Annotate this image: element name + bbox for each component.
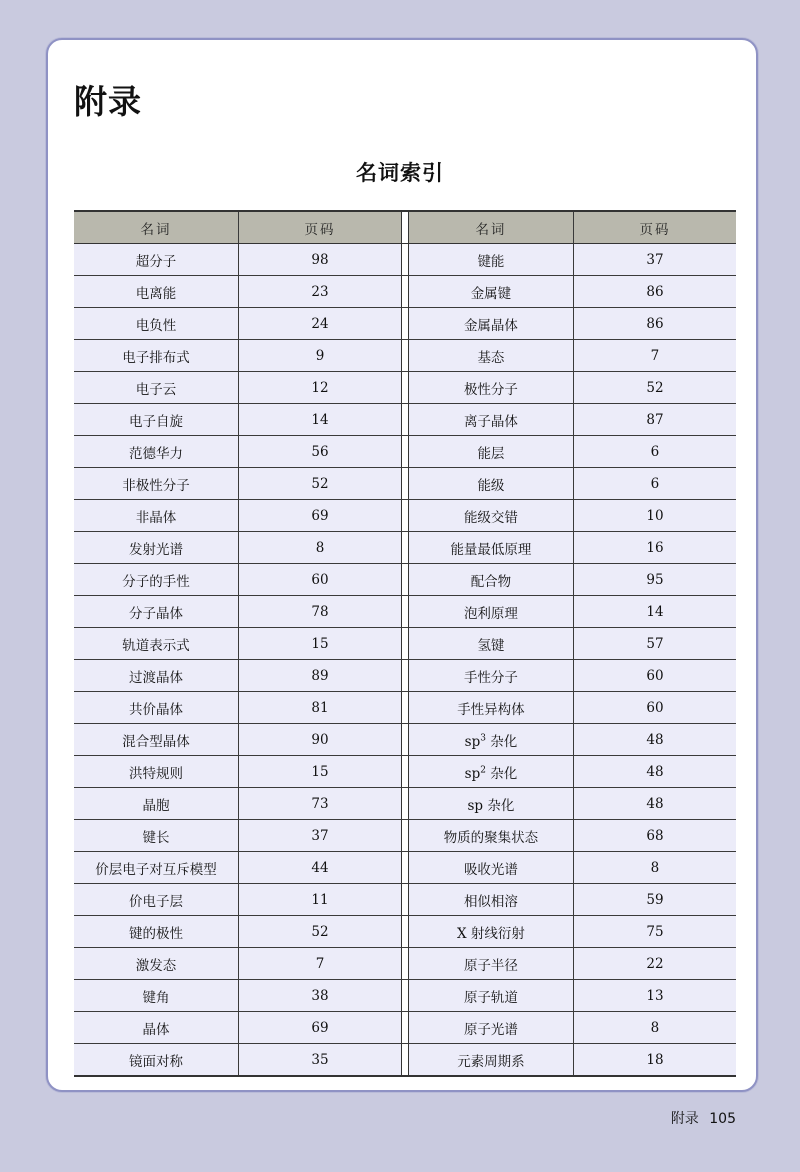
index-term: 能级 (408, 468, 573, 500)
column-divider (401, 756, 408, 788)
table-row (74, 628, 736, 660)
index-term: 晶体 (74, 1012, 238, 1044)
index-page-number: 90 (238, 724, 401, 756)
index-page-number: 52 (238, 468, 401, 500)
table-row (74, 372, 736, 404)
table-row (74, 884, 736, 916)
index-term: 金属键 (408, 276, 573, 308)
column-divider (401, 948, 408, 980)
index-page-number: 87 (573, 404, 736, 436)
table-row (74, 724, 736, 756)
index-page-number: 15 (238, 628, 401, 660)
index-term: 氢键 (408, 628, 573, 660)
column-divider (401, 724, 408, 756)
index-page-number: 9 (238, 340, 401, 372)
table-row (74, 852, 736, 884)
index-term: 键的极性 (74, 916, 238, 948)
table-row (74, 916, 736, 948)
index-page-number: 59 (573, 884, 736, 916)
index-title: 名词索引 (356, 160, 444, 185)
index-term: 共价晶体 (74, 692, 238, 724)
column-divider (401, 660, 408, 692)
index-term: 手性异构体 (408, 692, 573, 724)
index-page-number: 52 (238, 916, 401, 948)
table-row (74, 948, 736, 980)
column-divider (401, 820, 408, 852)
index-term: 吸收光谱 (408, 852, 573, 884)
index-term: 极性分子 (408, 372, 573, 404)
index-term: 键长 (74, 820, 238, 852)
table-row (74, 468, 736, 500)
index-page-number: 68 (573, 820, 736, 852)
column-divider (401, 916, 408, 948)
index-term: 轨道表示式 (74, 628, 238, 660)
index-page-number: 60 (573, 660, 736, 692)
table-row (74, 500, 736, 532)
header-term-left: 名词 (74, 211, 238, 244)
table-row (74, 596, 736, 628)
index-term: 能级交错 (408, 500, 573, 532)
index-page-number: 52 (573, 372, 736, 404)
column-divider (401, 596, 408, 628)
table-row (74, 820, 736, 852)
header-page-right: 页码 (573, 211, 736, 244)
column-divider (401, 244, 408, 276)
table-row (74, 340, 736, 372)
index-term: 泡利原理 (408, 596, 573, 628)
index-term: 激发态 (74, 948, 238, 980)
index-page-number: 81 (238, 692, 401, 724)
table-row (74, 436, 736, 468)
index-term: 电子自旋 (74, 404, 238, 436)
table-row (74, 276, 736, 308)
index-term: 镜面对称 (74, 1044, 238, 1077)
index-page-number: 16 (573, 532, 736, 564)
index-page-number: 60 (573, 692, 736, 724)
index-term: $sp^2$ 杂化 (408, 756, 573, 788)
index-term: 非晶体 (74, 500, 238, 532)
index-term: 原子半径 (408, 948, 573, 980)
column-divider (401, 211, 408, 244)
index-term: 金属晶体 (408, 308, 573, 340)
table-header-row (74, 211, 736, 244)
index-page-number: 7 (238, 948, 401, 980)
page-number: 105 (709, 1111, 736, 1127)
index-page-number: 44 (238, 852, 401, 884)
index-term: $sp^3$ 杂化 (408, 724, 573, 756)
header-term-right: 名词 (408, 211, 573, 244)
index-page-number: 38 (238, 980, 401, 1012)
index-term: 范德华力 (74, 436, 238, 468)
column-divider (401, 692, 408, 724)
index-page-number: 48 (573, 788, 736, 820)
column-divider (401, 788, 408, 820)
index-term: 过渡晶体 (74, 660, 238, 692)
table-row (74, 1044, 736, 1077)
table-row (74, 692, 736, 724)
table-row (74, 532, 736, 564)
index-page-number: 37 (573, 244, 736, 276)
column-divider (401, 340, 408, 372)
index-term: 电离能 (74, 276, 238, 308)
index-term: sp 杂化 (408, 788, 573, 820)
index-term: 配合物 (408, 564, 573, 596)
index-term: 能量最低原理 (408, 532, 573, 564)
table-row (74, 404, 736, 436)
index-page-number: 12 (238, 372, 401, 404)
index-page-number: 57 (573, 628, 736, 660)
index-page-number: 13 (573, 980, 736, 1012)
table-row (74, 980, 736, 1012)
index-term: 能层 (408, 436, 573, 468)
index-page-number: 98 (238, 244, 401, 276)
table-row (74, 660, 736, 692)
index-page-number: 7 (573, 340, 736, 372)
index-page-number: 18 (573, 1044, 736, 1077)
column-divider (401, 468, 408, 500)
index-page-number: 6 (573, 436, 736, 468)
column-divider (401, 372, 408, 404)
index-page-number: 35 (238, 1044, 401, 1077)
index-table-body (74, 244, 736, 1077)
column-divider (401, 884, 408, 916)
index-page-number: 86 (573, 276, 736, 308)
index-term: 物质的聚集状态 (408, 820, 573, 852)
index-page-number: 14 (238, 404, 401, 436)
column-divider (401, 500, 408, 532)
index-page-number: 86 (573, 308, 736, 340)
column-divider (401, 1044, 408, 1077)
column-divider (401, 628, 408, 660)
index-term: 电负性 (74, 308, 238, 340)
index-page-number: 48 (573, 756, 736, 788)
table-row (74, 564, 736, 596)
index-term: 价层电子对互斥模型 (74, 852, 238, 884)
column-divider (401, 852, 408, 884)
index-term: 分子的手性 (74, 564, 238, 596)
index-page-number: 56 (238, 436, 401, 468)
column-divider (401, 1012, 408, 1044)
table-row (74, 1012, 736, 1044)
glossary-index-table (74, 210, 736, 1077)
index-term: 发射光谱 (74, 532, 238, 564)
table-row (74, 788, 736, 820)
index-term: 混合型晶体 (74, 724, 238, 756)
table-row (74, 308, 736, 340)
index-term: 价电子层 (74, 884, 238, 916)
index-term: 键能 (408, 244, 573, 276)
page-footer (671, 1108, 736, 1128)
index-page-number: 14 (573, 596, 736, 628)
index-page-number: 60 (238, 564, 401, 596)
index-term: 手性分子 (408, 660, 573, 692)
index-page-number: 37 (238, 820, 401, 852)
index-page-number: 78 (238, 596, 401, 628)
index-term: 相似相溶 (408, 884, 573, 916)
index-term: 电子云 (74, 372, 238, 404)
index-page-number: 73 (238, 788, 401, 820)
column-divider (401, 564, 408, 596)
index-page-number: 69 (238, 1012, 401, 1044)
column-divider (401, 276, 408, 308)
appendix-title: 附录 (74, 82, 142, 121)
index-term: 非极性分子 (74, 468, 238, 500)
footer-section: 附录 (670, 1111, 699, 1127)
index-term: 键角 (74, 980, 238, 1012)
index-page-number: 10 (573, 500, 736, 532)
index-term: 原子光谱 (408, 1012, 573, 1044)
index-term: 原子轨道 (408, 980, 573, 1012)
index-page-number: 15 (238, 756, 401, 788)
column-divider (401, 404, 408, 436)
index-page-number: 23 (238, 276, 401, 308)
index-page-number: 95 (573, 564, 736, 596)
table-row (74, 756, 736, 788)
index-page-number: 69 (238, 500, 401, 532)
index-page-number: 6 (573, 468, 736, 500)
column-divider (401, 532, 408, 564)
index-term: 电子排布式 (74, 340, 238, 372)
index-page-number: 8 (573, 852, 736, 884)
index-term: 元素周期系 (408, 1044, 573, 1077)
index-page-number: 8 (573, 1012, 736, 1044)
index-page-number: 48 (573, 724, 736, 756)
index-term: 基态 (408, 340, 573, 372)
table-row (74, 244, 736, 276)
header-page-left: 页码 (238, 211, 401, 244)
column-divider (401, 980, 408, 1012)
index-page-number: 24 (238, 308, 401, 340)
column-divider (401, 436, 408, 468)
index-page-number: 22 (573, 948, 736, 980)
column-divider (401, 308, 408, 340)
index-term: 洪特规则 (74, 756, 238, 788)
index-page-number: 75 (573, 916, 736, 948)
index-page-number: 8 (238, 532, 401, 564)
index-term: X 射线衍射 (408, 916, 573, 948)
index-page-number: 11 (238, 884, 401, 916)
index-term: 分子晶体 (74, 596, 238, 628)
index-term: 晶胞 (74, 788, 238, 820)
index-page-number: 89 (238, 660, 401, 692)
index-term: 离子晶体 (408, 404, 573, 436)
index-term: 超分子 (74, 244, 238, 276)
